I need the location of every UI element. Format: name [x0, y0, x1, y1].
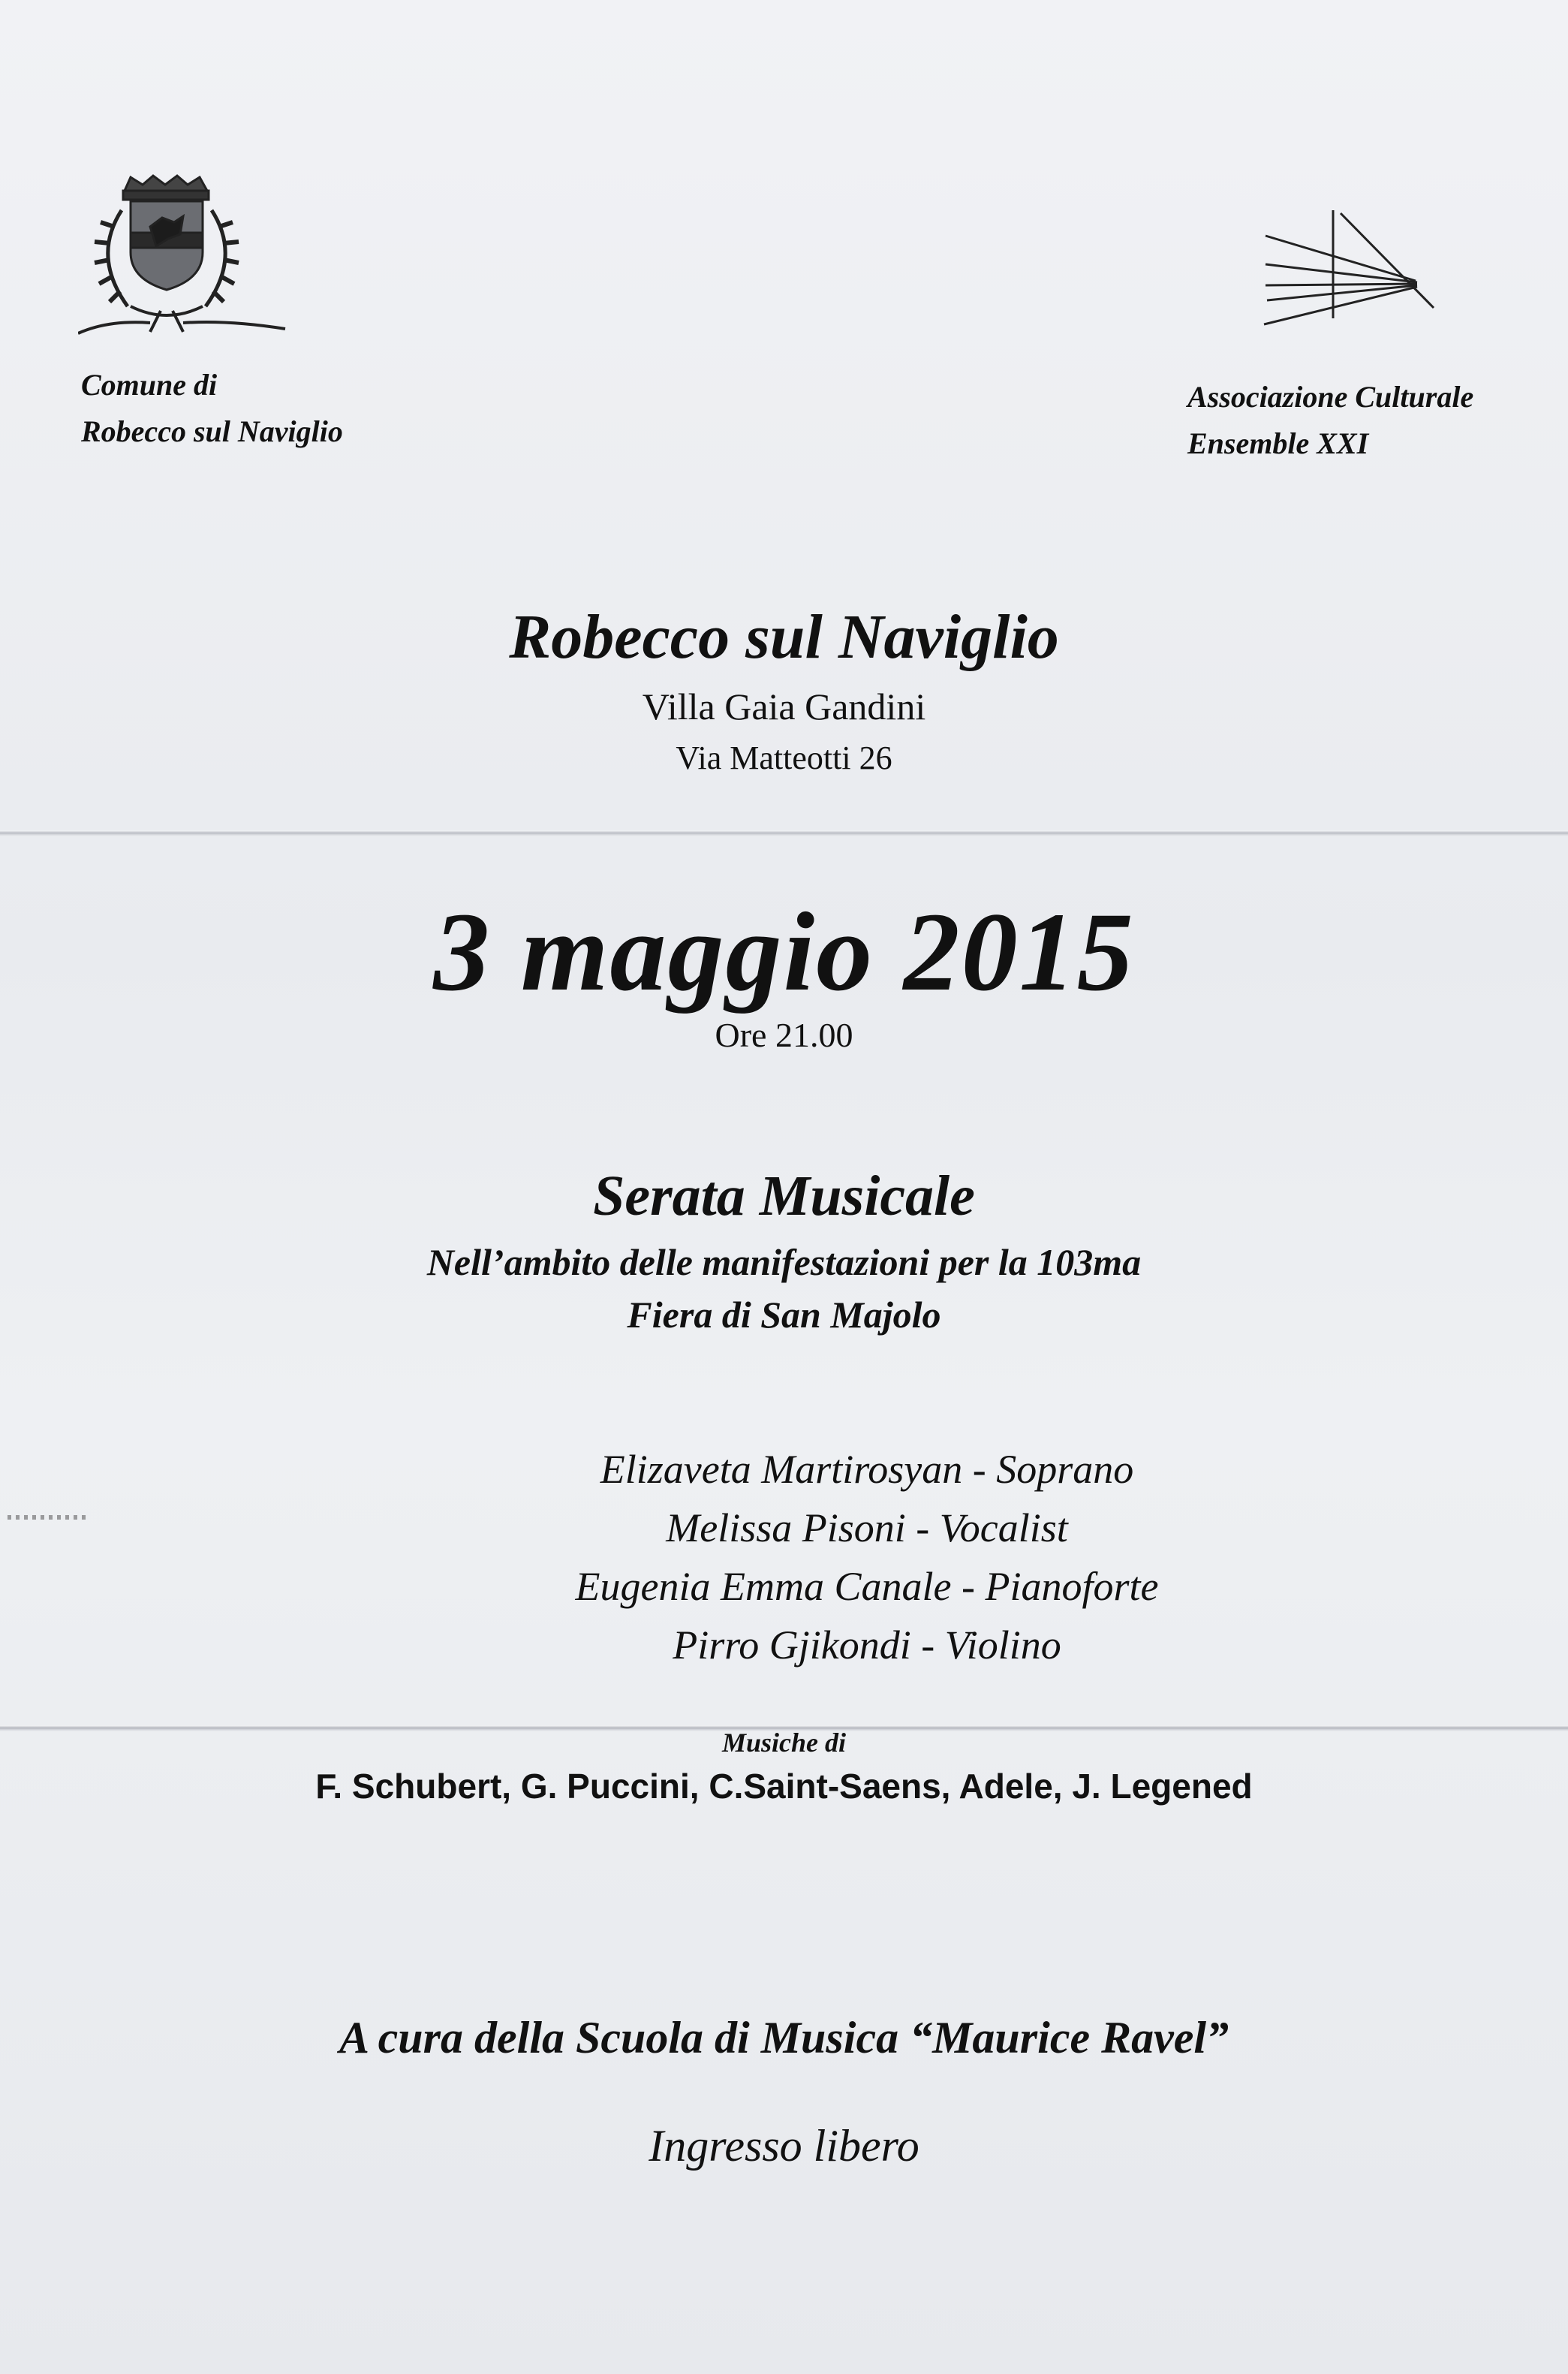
- performers-list: [480, 1440, 1253, 1674]
- paper-fold: [0, 830, 1568, 836]
- right-organization-line: Associazione Culturale: [1187, 380, 1474, 414]
- left-organization: [81, 362, 343, 455]
- right-organization: [1187, 374, 1473, 467]
- performer-item: Elizaveta Martirosyan - Soprano: [600, 1447, 1134, 1492]
- right-organization-line: Ensemble XXI: [1187, 426, 1369, 460]
- venue-address: Via Matteotti 26: [676, 740, 892, 776]
- event-date: 3 maggio 2015: [433, 890, 1135, 1014]
- venue-town: Robecco sul Naviglio: [509, 602, 1059, 672]
- event-context-line: Fiera di San Majolo: [627, 1294, 941, 1336]
- performer-item: Melissa Pisoni - Vocalist: [666, 1505, 1068, 1550]
- performer-item: Eugenia Emma Canale - Pianoforte: [575, 1564, 1159, 1609]
- event-time: Ore 21.00: [715, 1016, 853, 1054]
- admission-note: Ingresso libero: [649, 2121, 919, 2171]
- left-organization-line: Comune di: [81, 368, 218, 402]
- left-organization-line: Robecco sul Naviglio: [81, 414, 343, 448]
- venue-villa: Villa Gaia Gandini: [642, 685, 926, 728]
- music-label: Musiche di: [721, 1728, 847, 1758]
- organizer-line: A cura della Scuola di Musica “Maurice Ravel”: [339, 2013, 1229, 2062]
- composers-list: F. Schubert, G. Puccini, C.Saint-Saens, Adele, J. Legened: [315, 1767, 1253, 1806]
- event-context-line: Nell’ambito delle manifestazioni per la 103ma: [426, 1241, 1142, 1283]
- event-title: Serata Musicale: [593, 1164, 975, 1228]
- performer-item: Pirro Gjikondi - Violino: [673, 1622, 1061, 1668]
- municipal-coat-of-arms-icon: [78, 174, 288, 345]
- ensemble-lines-logo-icon: [1258, 207, 1446, 336]
- scan-speck: [8, 1515, 86, 1520]
